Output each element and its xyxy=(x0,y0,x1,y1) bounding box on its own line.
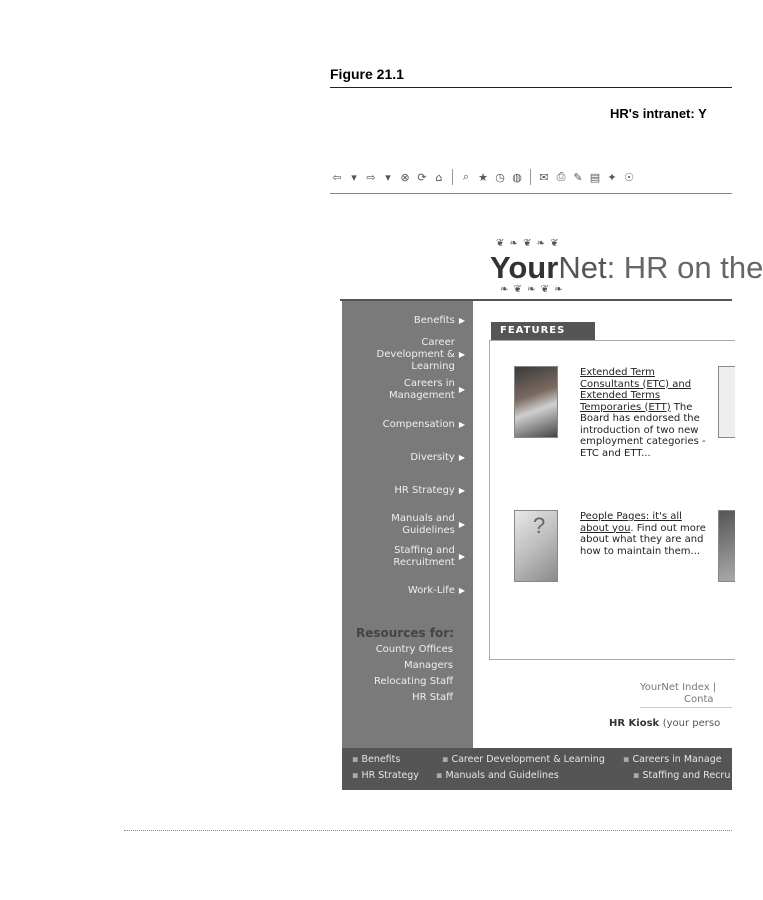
toolbar-separator xyxy=(452,169,453,185)
search-icon[interactable]: ⌕ xyxy=(462,170,470,183)
sidebar-item-manuals-guidelines[interactable]: Manuals and Guidelines ▶ xyxy=(391,513,465,536)
history-icon[interactable]: ◷ xyxy=(495,170,505,184)
sidebar-item-careers-in-management[interactable]: Careers in Management ▶ xyxy=(388,378,465,401)
feature-text-etc: The Board has endorsed the introduction of two new employment categories - ETC and ETT... xyxy=(580,401,706,459)
feature-link-people-pages[interactable]: People Pages: it's all about you xyxy=(580,511,682,534)
sidebar-item-compensation[interactable]: Compensation ▶ xyxy=(382,419,465,430)
footer-link-benefits[interactable]: ▪ Benefits xyxy=(352,754,401,765)
hr-kiosk-link[interactable]: HR Kiosk (your perso xyxy=(609,718,721,729)
feature-item-etc xyxy=(580,367,708,459)
photo-thumbnail[interactable] xyxy=(718,510,735,582)
contact-link[interactable]: Conta xyxy=(684,694,714,705)
resource-link-managers[interactable]: Managers xyxy=(403,660,453,671)
browser-toolbar xyxy=(330,162,732,192)
features-tab: FEATURES xyxy=(491,322,595,340)
sidebar-item-hr-strategy[interactable]: HR Strategy ▶ xyxy=(394,485,465,496)
related-icon[interactable]: ☉ xyxy=(624,170,634,184)
feature-link-etc[interactable]: Extended Term Consultants (ETC) and Extended Terms Temporaries (ETT) xyxy=(580,367,692,413)
sidebar-item-benefits[interactable]: Benefits ▶ xyxy=(413,315,465,326)
arrow-right-icon: ▶ xyxy=(458,586,465,595)
page-divider xyxy=(124,830,732,831)
channels-icon[interactable]: ◍ xyxy=(512,170,522,184)
footer-link-careers-in-management[interactable]: ▪ Careers in Manage xyxy=(623,754,722,765)
figure-caption: HR's intranet: Y xyxy=(610,106,707,121)
arrow-right-icon: ▶ xyxy=(458,316,465,325)
arrow-right-icon: ▶ xyxy=(458,552,465,561)
feature-item-people-pages xyxy=(580,511,708,557)
footer-link-manuals-guidelines[interactable]: ▪ Manuals and Guidelines xyxy=(436,770,559,781)
figure-label: Figure 21.1 xyxy=(330,66,404,82)
leaf-ornament-icon: ❦ ❧ ❦ ❧ ❦ xyxy=(496,238,560,249)
sidebar-item-career-development[interactable]: Career Development & Learning ▶ xyxy=(376,337,465,372)
resource-link-country-offices[interactable]: Country Offices xyxy=(375,644,453,655)
edit-icon[interactable]: ✎ xyxy=(573,170,583,184)
resource-link-relocating-staff[interactable]: Relocating Staff xyxy=(373,676,453,687)
toolbar-rule xyxy=(330,193,732,194)
forward-icon[interactable]: ⇨ xyxy=(366,170,376,184)
favorites-icon[interactable]: ★ xyxy=(478,170,488,184)
dropdown-icon[interactable]: ▾ xyxy=(351,170,357,184)
footer-link-staffing-recruitment[interactable]: ▪ Staffing and Recru xyxy=(633,770,731,781)
question-thumbnail[interactable] xyxy=(514,510,558,582)
feature-text-people-pages: . Find out more about what they are and how to maintain them... xyxy=(580,522,706,557)
mail-icon[interactable]: ✉ xyxy=(539,170,549,184)
back-icon[interactable]: ⇦ xyxy=(332,170,342,184)
dropdown-icon[interactable]: ▾ xyxy=(385,170,391,184)
stop-icon[interactable]: ⊗ xyxy=(400,170,410,184)
portrait-thumbnail[interactable] xyxy=(514,366,558,438)
arrow-right-icon: ▶ xyxy=(458,350,465,359)
discuss-icon[interactable]: ▤ xyxy=(589,170,601,184)
footer-nav xyxy=(342,748,732,790)
refresh-icon[interactable]: ⟳ xyxy=(417,170,427,184)
logo-text: YourNet: HR on the xyxy=(490,250,763,285)
sidebar-nav xyxy=(342,301,473,748)
sidebar-item-staffing-recruitment[interactable]: Staffing and Recruitment ▶ xyxy=(393,545,465,568)
yournet-index-link[interactable]: YourNet Index | xyxy=(640,682,717,693)
arrow-right-icon: ▶ xyxy=(458,385,465,394)
resources-heading: Resources for: xyxy=(356,626,454,640)
arrow-right-icon: ▶ xyxy=(458,420,465,429)
toolbar-separator xyxy=(530,169,531,185)
yournet-logo[interactable] xyxy=(490,238,763,300)
figure-rule xyxy=(330,87,732,88)
messenger-icon[interactable]: ✦ xyxy=(607,170,617,184)
leaf-ornament-icon: ❧ ❦ ❧ ❦ ❧ xyxy=(500,284,564,295)
arrow-right-icon: ▶ xyxy=(458,453,465,462)
arrow-right-icon: ▶ xyxy=(458,520,465,529)
footer-link-career-development[interactable]: ▪ Career Development & Learning xyxy=(442,754,605,765)
sidebar-item-work-life[interactable]: Work-Life ▶ xyxy=(407,585,465,596)
index-rule xyxy=(640,707,732,708)
sidebar-item-diversity[interactable]: Diversity ▶ xyxy=(410,452,465,463)
home-icon[interactable]: ⌂ xyxy=(435,170,443,184)
question-mark-icon: ? xyxy=(533,513,546,538)
resource-link-hr-staff[interactable]: HR Staff xyxy=(412,692,453,703)
print-icon[interactable]: ⎙ xyxy=(556,170,566,183)
document-thumbnail[interactable] xyxy=(718,366,735,438)
footer-link-hr-strategy[interactable]: ▪ HR Strategy xyxy=(352,770,419,781)
arrow-right-icon: ▶ xyxy=(458,486,465,495)
